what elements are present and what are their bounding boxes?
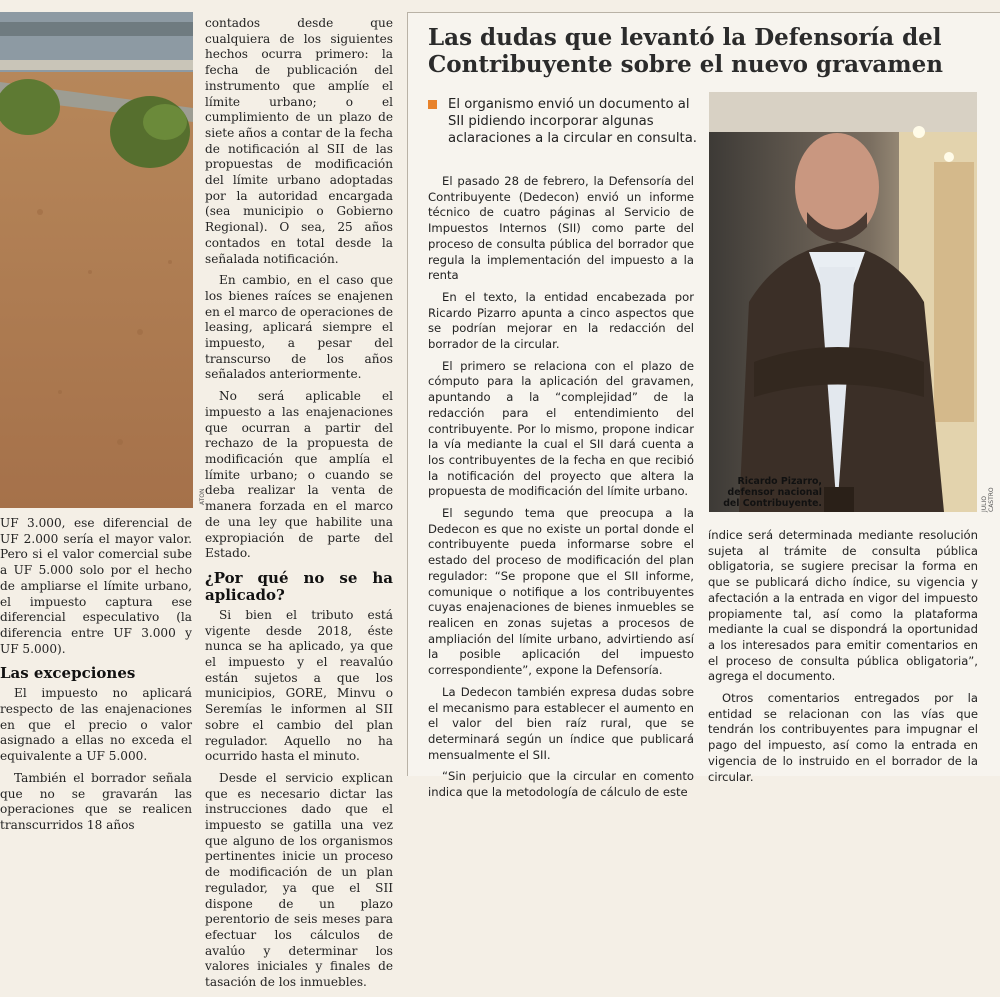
paragraph: El segundo tema que preocupa a la Dedecon es que no existe un portal donde el contribuyente pueda informarse sobre el estado del proceso de modificación del plan regulador: “Se propone que el SII informe, comunique o notifique a los contribuyentes cuyas enajenaciones de bienes inmuebles se realicen en zonas sujetas a procesos de ampliación del límite urbano, advirtiendo así la posible aplicación del impuesto correspondiente”, expone la Defensoría. <box>428 506 694 678</box>
bullet-square-icon <box>428 100 437 109</box>
box-column-1 <box>428 174 694 807</box>
paragraph: En el texto, la entidad encabezada por Ricardo Pizarro apunta a cinco aspectos que se podrían mejorar en la redacción del borrador de la circular. <box>428 289 694 352</box>
bullet-text: El organismo envió un documento al SII pidiendo incorporar algunas aclaraciones a la circular en consulta. <box>448 97 697 146</box>
paragraph: También el borrador señala que no se gravarán las operaciones que se realicen transcurridos 18 años <box>0 770 192 832</box>
field-photo <box>0 12 193 508</box>
photo-credit-portrait: JULIO CASTRO <box>981 487 995 512</box>
paragraph: No será aplicable el impuesto a las enajenaciones que ocurran a partir del rechazo de la propuesta de modificación que amplía el límite urbano; o cuando se deba realizar la venta de manera forzada en el marco de una ley que habilite una expropiación de parte del Estado. <box>205 389 393 561</box>
paragraph: El primero se relaciona con el plazo de cómputo para la aplicación del gravamen, apuntando a la “complejidad” de la redacción para el entendimiento del contribuyente. Por lo mismo, propone indicar la vía mediante la cual el SII dará cuenta a los contribuyentes de la fecha en que recibió la notificación del proyecto que altera la propuesta de modificación del límite urbano. <box>428 358 694 499</box>
paragraph: El pasado 28 de febrero, la Defensoría del Contribuyente (Dedecon) envió un informe técnico de cuatro páginas al Servicio de Impuestos Internos (SII) como parte del proceso de consulta pública del borrador que regula la implementación del impuesto a la renta <box>428 174 694 283</box>
paragraph: En cambio, en el caso que los bienes raíces se enajenen en el marco de operaciones de leasing, aplicará siempre el impuesto, a pesar del transcurso de los años señalados anteriormente. <box>205 273 393 382</box>
paragraph: Otros comentarios entregados por la entidad se relacionan con las vías que tendrán los contribuyentes para impugnar el pago del impuesto, así como la entrada en vigencia de lo instruido en el borrador de la circular. <box>708 691 978 784</box>
paragraph: La Dedecon también expresa dudas sobre el mecanismo para establecer el aumento en el valor del bien raíz rural, que se determinará según un índice que publicará mensualmente el SII. <box>428 684 694 762</box>
section-heading-por-que: ¿Por qué no se ha aplicado? <box>205 568 393 604</box>
box-title: Las dudas que levantó la Defensoría del Contribuyente sobre el nuevo gravamen <box>428 24 943 78</box>
paragraph: “Sin perjuicio que la circular en comento indica que la metodología de cálculo de este <box>428 769 694 800</box>
column-2 <box>205 16 393 997</box>
paragraph: UF 3.000, ese diferencial de UF 2.000 sería el mayor valor. Pero si el valor comercial sube a UF 5.000 solo por el hecho de ampliarse el límite urbano, el impuesto captura ese diferencial especulativo (la diferencia entre UF 3.000 y UF 5.000). <box>0 516 192 656</box>
portrait-photo <box>709 92 977 512</box>
photo-credit-left: ATON <box>199 488 206 505</box>
box-column-2 <box>708 528 978 791</box>
paragraph: Desde el servicio explican que es necesario dictar las instrucciones dado que el impuesto se gatilla una vez que alguno de los organismos pertinentes inicie un proceso de modificación de un plan regulador, ya que el SII dispone de un plazo perentorio de seis meses para efectuar los cálculos de avalúo y determinar los valores iniciales y finales de tasación de los inmuebles. <box>205 770 393 990</box>
paragraph: contados desde que cualquiera de los siguientes hechos ocurra primero: la fecha de publicación del instrumento que amplíe el límite urbano; o el cumplimiento de un plazo de siete años a contar de la fecha de notificación al SII de las propuestas de modificación del límite urbano adoptadas por la autoridad encargada (sea municipio o Gobierno Regional). O sea, 25 años contados en total desde la señalada notificación. <box>205 16 393 266</box>
paragraph: Si bien el tributo está vigente desde 2018, éste nunca se ha aplicado, ya que el impuesto y el reavalúo están sujetos a que los municipios, GORE, Minvu o Seremías le informen al SII sobre el cambio del plan regulador. Aquello no ha ocurrido hasta el minuto. <box>205 607 393 764</box>
summary-bullet <box>428 96 698 147</box>
column-1 <box>0 516 192 840</box>
paragraph: índice será determinada mediante resolución sujeta al trámite de consulta pública obligatoria, se sugiere precisar la forma en que se publicará dicho índice, su vigencia y afectación a la entrada en vigor del impuesto propiamente tal, así como la plataforma mediante la cual se dispondrá la oportunidad a los interesados para emitir comentarios en el proceso de consulta pública obligatoria”, agrega el documento. <box>708 528 978 684</box>
section-heading-excepciones: Las excepciones <box>0 664 136 683</box>
paragraph: El impuesto no aplicará respecto de las enajenaciones en que el precio o valor asignado a ellas no exceda el equivalente a UF 5.000. <box>0 686 192 764</box>
photo-caption: Ricardo Pizarro, defensor nacional del Contribuyente. <box>723 476 822 509</box>
